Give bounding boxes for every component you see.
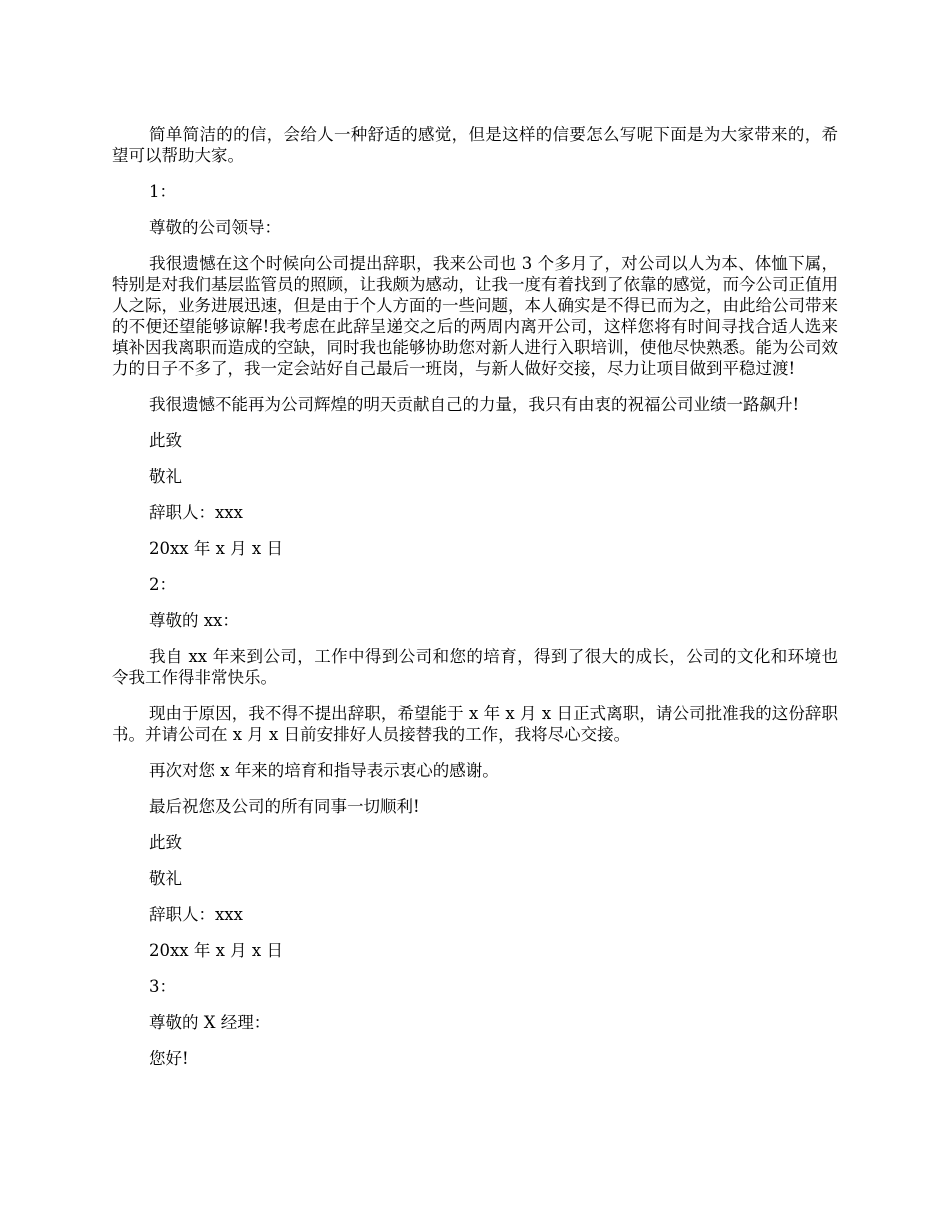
body-paragraph: 最后祝您及公司的所有同事一切顺利!: [149, 797, 420, 816]
body-paragraph: 再次对您 x 年来的培育和指导表示衷心的感谢。: [149, 761, 499, 780]
salutation: 尊敬的公司领导：: [149, 218, 281, 237]
closing-line: 此致: [149, 833, 182, 852]
document-page: [112, 124, 838, 1084]
salutation: 尊敬的 X 经理：: [149, 1013, 271, 1032]
body-paragraph: 现由于原因，我不得不提出辞职，希望能于 x 年 x 月 x 日正式离职，请公司批准我的这份辞职书。并请公司在 x 月 x 日前安排好人员接替我的工作，我将尽心交接。: [112, 704, 838, 744]
salutation: 尊敬的 xx：: [149, 611, 239, 630]
section-heading-1: 1：: [149, 182, 176, 201]
intro-paragraph: 简单简洁的的信，会给人一种舒适的感觉，但是这样的信要怎么写呢下面是为大家带来的，希望可以帮助大家。: [112, 125, 838, 165]
date-line: 20xx 年 x 月 x 日: [149, 539, 283, 558]
date-line: 20xx 年 x 月 x 日: [149, 941, 283, 960]
body-paragraph: 我自 xx 年来到公司，工作中得到公司和您的培育，得到了很大的成长，公司的文化和环境也令我工作得非常快乐。: [112, 647, 838, 687]
section-heading-3: 3：: [149, 977, 176, 996]
closing-line: 此致: [149, 431, 182, 450]
signature-line: 辞职人：xxx: [149, 503, 243, 522]
signature-line: 辞职人：xxx: [149, 905, 243, 924]
section-heading-2: 2：: [149, 575, 176, 594]
body-paragraph: 我很遗憾不能再为公司辉煌的明天贡献自己的力量，我只有由衷的祝福公司业绩一路飙升!: [149, 395, 800, 414]
closing-line: 敬礼: [149, 467, 182, 486]
closing-line: 敬礼: [149, 869, 182, 888]
greeting-line: 您好!: [149, 1049, 189, 1068]
body-paragraph: 我很遗憾在这个时候向公司提出辞职，我来公司也 3 个多月了，对公司以人为本、体恤下属，特别是对我们基层监管员的照顾，让我颇为感动，让我一度有着找到了依靠的感觉，而今公司正值用人之际，业务进展迅速，但是由于个人方面的一些问题，本人确实是不得已而为之，由此给公司带来的不便还望能够谅解!我考虑在此辞呈递交之后的两周内离开公司，这样您将有时间寻找合适人选来填补因我离职而造成的空缺，同时我也能够协助您对新人进行入职培训，使他尽快熟悉。能为公司效力的日子不多了，我一定会站好自己最后一班岗，与新人做好交接，尽力让项目做到平稳过渡!: [112, 254, 838, 378]
